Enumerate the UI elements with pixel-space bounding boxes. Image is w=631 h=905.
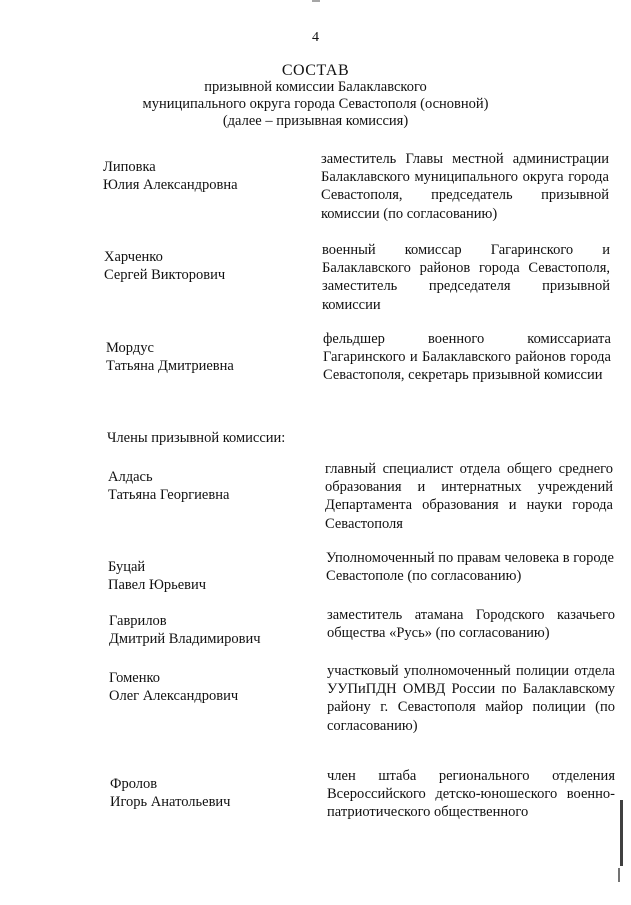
person-given-names: Павел Юрьевич: [108, 577, 207, 593]
person-role: Уполномоченный по правам человека в городе Севастополе (по согласованию): [326, 550, 614, 585]
person-given-names: Татьяна Георгиевна: [108, 487, 230, 503]
members-section-label: Члены призывной комиссии:: [107, 430, 286, 446]
person-given-names: Дмитрий Владимирович: [109, 631, 261, 647]
heading-line-3: (далее – призывная комиссия): [222, 113, 409, 129]
person-name: [110, 775, 230, 811]
heading-line-2: муниципального округа города Севастополя (основной): [142, 96, 489, 112]
heading-title: СОСТАВ: [281, 62, 350, 79]
person-surname: Буцай: [108, 559, 146, 575]
person-name: [108, 558, 206, 594]
person-given-names: Игорь Анатольевич: [110, 794, 231, 810]
person-surname: Гоменко: [109, 670, 161, 686]
person-surname: Гаврилов: [109, 613, 167, 629]
person-role: главный специалист отдела общего среднего образования и интернатных учреждений Департамента образования и науки города Севастополя: [325, 461, 613, 532]
scan-artifact: [312, 0, 320, 2]
person-given-names: Олег Александрович: [109, 688, 239, 704]
person-role: фельдшер военного комиссариата Гагаринского и Балаклавского районов города Севастополя, секретарь призывной комиссии: [323, 331, 611, 384]
person-role: заместитель атамана Городского казачьего общества «Русь» (по согласованию): [327, 607, 615, 642]
person-surname: Фролов: [110, 776, 158, 792]
person-given-names: Юлия Александровна: [103, 177, 238, 193]
person-name: [106, 339, 234, 375]
page-number: 4: [312, 30, 319, 45]
person-name: [108, 468, 229, 504]
person-role: военный комиссар Гагаринского и Балаклавского районов города Севастополя, заместитель председателя призывной комиссии: [322, 242, 610, 313]
person-name: [109, 669, 238, 705]
person-surname: Липовка: [103, 159, 156, 175]
scan-edge-artifact: [618, 868, 620, 882]
document-heading: [0, 62, 631, 130]
scan-edge-artifact: [620, 800, 623, 866]
person-surname: Харченко: [104, 249, 163, 265]
person-role: член штаба регионального отделения Всероссийского детско-юношеского военно-патриотического общественного: [327, 768, 615, 821]
person-role: заместитель Главы местной администрации Балаклавского муниципального округа города Севастополя, председатель призывной комиссии (по согласованию): [321, 151, 609, 222]
person-name: [109, 612, 261, 648]
person-given-names: Сергей Викторович: [104, 267, 226, 283]
heading-line-1: призывной комиссии Балаклавского: [204, 79, 427, 95]
person-surname: Алдась: [108, 469, 153, 485]
person-name: [103, 158, 238, 194]
person-name: [104, 248, 225, 284]
person-role: участковый уполномоченный полиции отдела УУПиПДН ОМВД России по Балаклавскому району г. Севастополя майор полиции (по согласованию): [327, 663, 615, 734]
person-surname: Мордус: [106, 340, 154, 356]
person-given-names: Татьяна Дмитриевна: [106, 358, 234, 374]
